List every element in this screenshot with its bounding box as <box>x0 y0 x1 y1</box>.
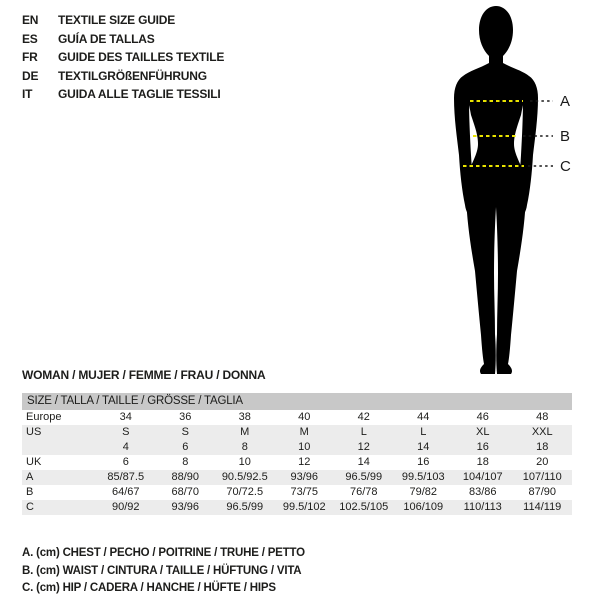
silhouette-left-leg <box>466 196 496 374</box>
language-title: GUIDA ALLE TAGLIE TESSILI <box>58 87 221 102</box>
table-cell: 90/92 <box>111 501 140 513</box>
language-title: GUIDE DES TAILLES TEXTILE <box>58 50 225 65</box>
language-code: DE <box>22 68 39 83</box>
language-title: GUÍA DE TALLAS <box>58 31 155 46</box>
table-row-label <box>22 440 96 455</box>
language-code: FR <box>22 50 38 65</box>
table-cell: M <box>299 426 309 438</box>
legend-line: B. (cm) WAIST / CINTURA / TAILLE / HÜFTUNG / VITA <box>22 564 302 577</box>
table-cell: 96.5/99 <box>345 471 383 483</box>
language-row <box>22 11 224 30</box>
table-cell: XXL <box>531 426 553 438</box>
language-row <box>22 85 224 104</box>
measure-label-b: B <box>560 128 571 145</box>
table-row <box>22 485 572 500</box>
table-cell: 34 <box>119 411 132 423</box>
table-cell: 90.5/92.5 <box>221 471 268 483</box>
table-row <box>22 440 572 455</box>
table-cell: 104/107 <box>462 471 503 483</box>
table-cell: 14 <box>417 441 430 453</box>
table-cell: 48 <box>536 411 549 423</box>
table-row-label: Europe <box>26 411 62 423</box>
table-cell: 6 <box>122 456 129 468</box>
table-cell: S <box>122 426 130 438</box>
woman-silhouette-figure <box>424 3 574 375</box>
table-cell: 8 <box>241 441 248 453</box>
table-cell: 44 <box>417 411 430 423</box>
legend-line: C. (cm) HIP / CADERA / HANCHE / HÜFTE / HIPS <box>22 582 276 595</box>
table-cell: 6 <box>182 441 189 453</box>
table-cell: 64/67 <box>111 486 140 498</box>
silhouette-right-leg <box>496 196 526 374</box>
table-row-label: UK <box>26 456 42 468</box>
table-cell: 10 <box>238 456 251 468</box>
table-cell: 12 <box>298 456 311 468</box>
table-row <box>22 455 572 470</box>
table-cell: L <box>360 426 367 438</box>
table-cell: 114/119 <box>523 501 562 513</box>
table-cell: M <box>240 426 250 438</box>
table-cell: 107/110 <box>522 471 562 483</box>
table-cell: 42 <box>357 411 370 423</box>
table-cell: 70/72.5 <box>226 486 264 498</box>
table-cell: 12 <box>357 441 370 453</box>
table-cell: 18 <box>536 441 549 453</box>
table-cell: 73/75 <box>290 486 319 498</box>
language-row <box>22 67 224 86</box>
table-cell: XL <box>476 426 490 438</box>
table-row-label: B <box>26 486 34 498</box>
language-row <box>22 30 224 49</box>
table-cell: 46 <box>476 411 489 423</box>
measurement-legend <box>22 545 305 598</box>
size-table-header: SIZE / TALLA / TAILLE / GRÖSSE / TAGLIA <box>22 393 572 410</box>
table-row <box>22 500 572 515</box>
table-cell: 99.5/103 <box>401 471 445 483</box>
table-row-label: A <box>26 471 34 483</box>
table-cell: 38 <box>238 411 251 423</box>
table-cell: S <box>181 426 189 438</box>
table-cell: 16 <box>417 456 430 468</box>
table-cell: L <box>420 426 427 438</box>
table-cell: 99.5/102 <box>282 501 326 513</box>
table-cell: 14 <box>357 456 370 468</box>
table-cell: 96.5/99 <box>226 501 264 513</box>
table-cell: 88/90 <box>171 471 200 483</box>
table-row <box>22 425 572 440</box>
silhouette-head-neck <box>479 6 513 66</box>
table-cell: 93/96 <box>171 501 200 513</box>
table-cell: 16 <box>476 441 489 453</box>
section-title: WOMAN / MUJER / FEMME / FRAU / DONNA <box>22 368 266 382</box>
table-row <box>22 410 572 425</box>
table-cell: 106/109 <box>403 501 444 513</box>
size-table-body <box>22 410 572 515</box>
table-cell: 110/113 <box>463 501 502 513</box>
size-table <box>22 393 572 515</box>
table-cell: 10 <box>298 441 311 453</box>
table-row-label: US <box>26 426 42 438</box>
language-code: ES <box>22 31 38 46</box>
table-cell: 76/78 <box>349 486 378 498</box>
table-cell: 83/86 <box>468 486 497 498</box>
table-cell: 87/90 <box>528 486 557 498</box>
language-row <box>22 48 224 67</box>
measure-label-a: A <box>560 93 571 110</box>
table-cell: 93/96 <box>290 471 319 483</box>
table-cell: 40 <box>298 411 311 423</box>
measure-label-c: C <box>560 158 571 175</box>
table-cell: 4 <box>122 441 129 453</box>
legend-line: A. (cm) CHEST / PECHO / POITRINE / TRUHE / PETTO <box>22 547 305 559</box>
language-code: IT <box>22 87 33 102</box>
table-row-label: C <box>26 501 34 513</box>
language-block <box>22 11 224 104</box>
language-title: TEXTILE SIZE GUIDE <box>58 13 176 27</box>
table-cell: 36 <box>179 411 192 423</box>
table-cell: 68/70 <box>171 486 200 498</box>
language-title: TEXTILGRÖßENFÜHRUNG <box>58 68 207 83</box>
table-cell: 8 <box>182 456 189 468</box>
table-cell: 102.5/105 <box>339 501 389 513</box>
table-cell: 79/82 <box>409 486 438 498</box>
language-code: EN <box>22 13 39 27</box>
table-cell: 18 <box>476 456 489 468</box>
table-cell: 20 <box>536 456 549 468</box>
table-row <box>22 470 572 485</box>
table-cell: 85/87.5 <box>107 471 145 483</box>
